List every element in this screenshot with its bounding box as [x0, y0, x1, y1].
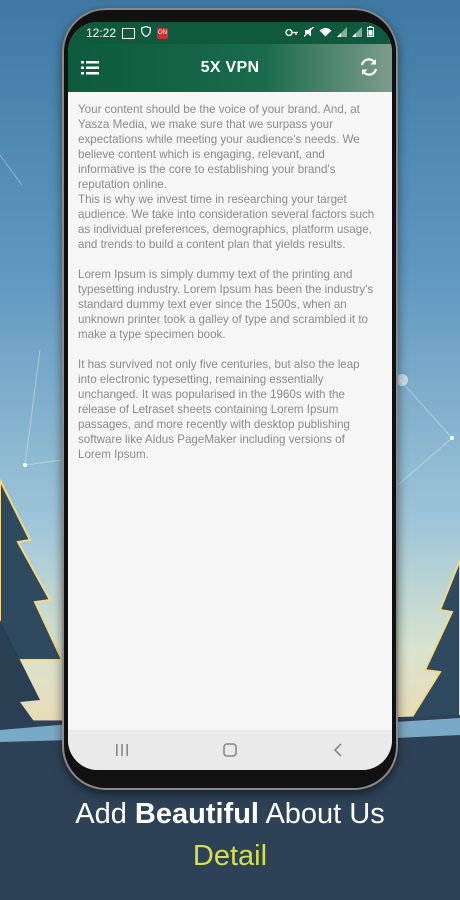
caption-line-2: Detail: [192, 840, 268, 872]
red-notification-icon: ON: [157, 28, 168, 39]
status-left: [86, 26, 168, 40]
app-title: 5X VPN: [200, 59, 260, 76]
home-icon[interactable]: [210, 735, 250, 765]
image-icon: [122, 28, 135, 39]
refresh-icon[interactable]: [358, 56, 380, 78]
caption-pre: Add: [75, 798, 135, 830]
recent-apps-icon[interactable]: [102, 735, 142, 765]
about-us-content: [78, 102, 378, 462]
phone-screen: [68, 22, 392, 770]
app-bar: [68, 44, 392, 92]
back-icon[interactable]: [318, 735, 358, 765]
about-paragraph-3: Lorem Ipsum is simply dummy text of the printing and typesetting industry. Lorem Ipsum has been the industry's standard dummy text ever since the 1500s, when an unknown printer took a galley of type and scrambled it to make a type specimen book.: [78, 268, 374, 341]
status-bar: [68, 22, 392, 44]
status-time: 12:22: [86, 26, 117, 40]
signal-icon-2: [352, 26, 362, 40]
system-nav-bar: [68, 730, 392, 770]
about-paragraph-2: This is why we invest time in researching your target audience. We take into consideration several factors such as individual preferences, demographics, platform usage, and trends to build a content plan that yields results.: [78, 193, 375, 251]
caption-line-1: [0, 798, 460, 831]
signal-icon: [337, 26, 347, 40]
wifi-icon: [319, 26, 332, 40]
mute-icon: [304, 26, 314, 40]
battery-icon: [367, 26, 374, 40]
list-menu-icon[interactable]: [80, 58, 100, 78]
about-paragraph-4: It has survived not only five centuries, but also the leap into electronic typesetting, remaining essentially unchanged. It was popularised in the 1960s with the release of Letraset sheets containing Lorem Ipsum passages, and more recently with desktop publishing software like Aldus PageMaker including versions of Lorem Ipsum.: [78, 358, 360, 461]
status-right: [285, 26, 374, 40]
shield-icon: [141, 26, 151, 40]
caption-bold: Beautiful: [134, 798, 259, 830]
key-icon: [285, 26, 299, 40]
caption-post: About Us: [258, 798, 385, 830]
about-paragraph-1: Your content should be the voice of your brand. And, at Yasza Media, we make sure that we surpass your expectations while meeting your audience's needs. We believe content which is engaging, relevant, and informative is the core to establishing your brand's reputation online.: [78, 103, 360, 191]
